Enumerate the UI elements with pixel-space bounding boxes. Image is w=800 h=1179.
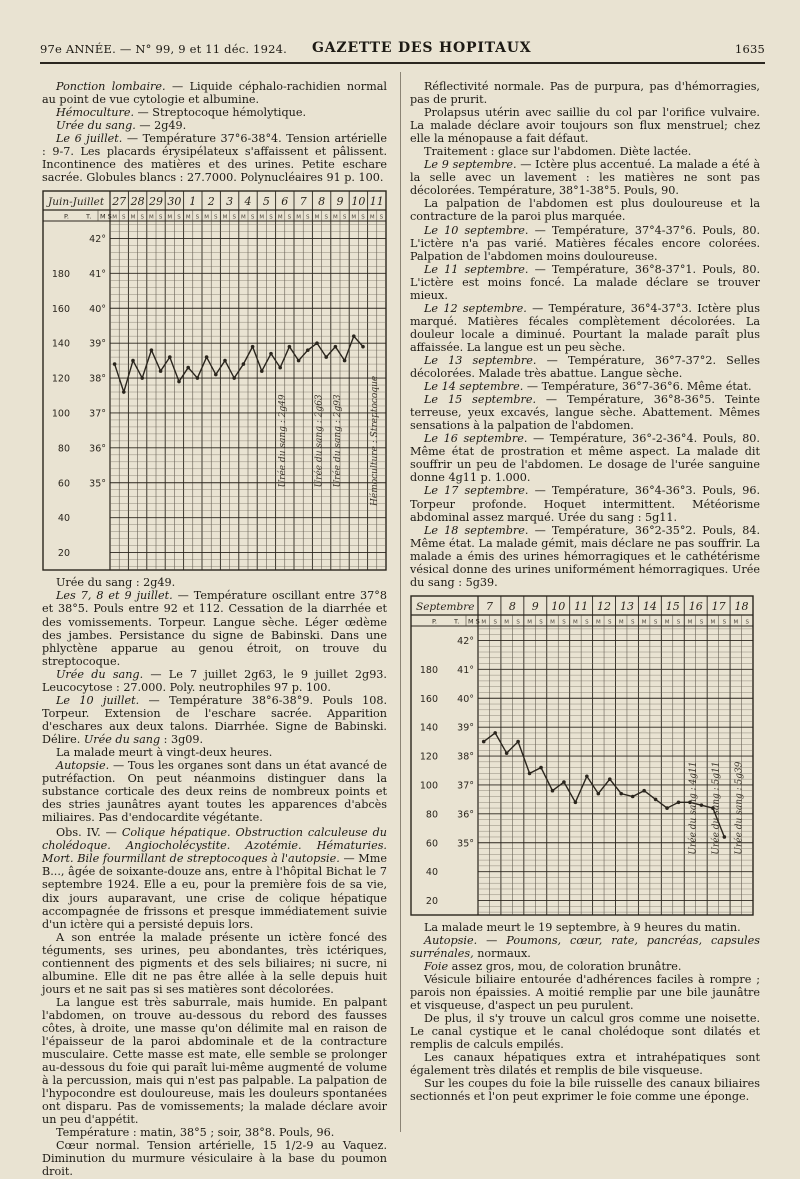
paragraph (42, 1139, 387, 1178)
temperature-point (608, 777, 612, 781)
chart-ms-tick: S (379, 214, 384, 221)
chart-pulse-label: 20 (57, 548, 70, 560)
paragraph (42, 589, 387, 667)
chart-ms-tick: S (630, 619, 635, 626)
paragraph (42, 746, 387, 759)
text-run: Réflectivité normale. Pas de purpura, pas d'hémorragies, pas de prurit. (410, 80, 760, 107)
text-run: Le 14 septembre. (424, 380, 524, 394)
chart-ms-tick: M (527, 619, 532, 626)
paragraph (410, 1012, 760, 1051)
right-column (410, 80, 760, 1103)
chart-subheader: M S (100, 212, 112, 221)
temperature-point (528, 771, 532, 775)
chart-day-label: 17 (711, 599, 726, 613)
temperature-point (597, 792, 601, 796)
text-run: La palpation de l'abdomen est plus douloureuse et la contracture de la paroi plus marquée. (410, 197, 760, 224)
chart-pulse-label: 160 (419, 693, 438, 705)
chart-day-label: 27 (112, 195, 127, 209)
chart-day-label: 14 (642, 599, 657, 613)
chart-ms-tick: S (140, 214, 144, 221)
temperature-point (297, 359, 301, 363)
temperature-point (223, 359, 227, 363)
temperature-point (315, 342, 319, 346)
column-divider (400, 72, 401, 1132)
temperature-point (723, 835, 727, 839)
text-run: Le 10 juillet. (56, 693, 140, 707)
text-run: Hémoculture. (56, 106, 134, 120)
chart-pulse-label: 160 (51, 304, 70, 316)
chart-ms-tick: M (112, 214, 117, 221)
chart-svg (42, 190, 388, 572)
chart-annotation: Urée du sang : 5g39 (734, 761, 745, 855)
text-run: Le 18 septembre. (424, 523, 529, 537)
chart-pulse-label: 80 (57, 443, 70, 455)
paragraph (42, 996, 387, 1126)
temperature-point (352, 335, 356, 339)
chart-temp-label: 35° (89, 478, 106, 490)
text-run: — Température, 36°-2-36°4. Pouls, 80. Même état de prostration et même aspect. La malade dit souffrir un peu de l'abdomen. Le dosage de l'urée sanguine donne 4g11 p. 1.000. (410, 432, 760, 485)
paragraph (410, 432, 760, 484)
text-run: Vésicule biliaire entourée d'adhérences faciles à rompre ; parois non épaissies. A moitié remplie par une bile jaunâtre et visqueuse, d'aspect un peu purulent. (410, 973, 760, 1013)
chart-ms-tick: S (493, 619, 497, 626)
chart-day-label: 12 (597, 599, 612, 613)
chart-ms-tick: S (250, 214, 255, 221)
chart-temp-label: 35° (457, 838, 474, 850)
temperature-point (493, 731, 497, 735)
temperature-point (251, 345, 255, 349)
temperature-point (140, 377, 144, 381)
paragraph (410, 973, 760, 1012)
chart-ms-tick: S (585, 619, 589, 626)
temperature-point (677, 800, 681, 804)
paragraph (42, 694, 387, 746)
chart-pulse-label: 40 (57, 513, 70, 525)
chart-pulse-label: 120 (419, 751, 438, 763)
chart-annotation: Urée du sang : 4g11 (688, 761, 699, 855)
chart-day-label: 16 (688, 599, 703, 613)
text-run: — Température 37°6-38°4. Tension artérielle : 9-7. Les placards érysipélateux s'affaissent et pâlissent. Incontinence des matières et des urines. Petite eschare sacrée. Globules blancs : 27.7000. Polynucléaires 91 p. 100. (42, 132, 387, 185)
temperature-point (306, 349, 310, 353)
paragraph (42, 576, 387, 589)
chart-day-label: 15 (665, 599, 680, 613)
temperature-point (361, 345, 365, 349)
text-run: — Mme B..., âgée de soixante-douze ans, entre à l'hôpital Bichat le 7 septembre 1924. Elle a eu, pour la première fois de sa vie, dix jours auparavant, une crise de colique hépatique accompagnée de frissons et presque immédiatement suivie d'un ictère qui a persisté depuis lors. (42, 852, 387, 931)
chart-ms-tick: S (214, 214, 218, 221)
chart-ms-tick: M (641, 619, 647, 626)
chart-day-label: 7 (299, 195, 307, 209)
temperature-point (159, 370, 163, 374)
text-run: Le 16 septembre. (424, 432, 528, 446)
chart-pulse-label: 140 (419, 722, 438, 734)
chart-ms-tick: M (333, 214, 338, 221)
chart-ms-tick: S (195, 214, 200, 221)
chart-ms-tick: S (745, 619, 750, 626)
text-run: Colique hépatique. Obstruction calculeuse du cholédoque. Angiocholécystite. Azotémie. Hématuries. Mort. Bile fourmillant de streptocoques à l'autopsie. (42, 826, 387, 866)
chart-day-label: 9 (336, 195, 344, 209)
text-run: La malade meurt à vingt-deux heures. (56, 745, 273, 759)
text-run: — Température, 36°2-35°2. Pouls, 84. Même état. La malade gémit, mais déclare ne pas souffrir. La malade a émis des urines hémorragiques et le cathétérisme vésical donne des urines uniformément hémorragiques. Urée du sang : 5g39. (410, 523, 760, 589)
paragraph (42, 80, 387, 106)
chart-ms-tick: M (550, 619, 555, 626)
temperature-point (505, 751, 509, 755)
chart-pulse-label: 100 (51, 408, 70, 420)
chart-day-label: 10 (351, 195, 366, 209)
text-run: De plus, il s'y trouve un calcul gros comme une noisette. Le canal cystique et le canal cholédoque sont dilatés et remplis de calculs empilés. (410, 1012, 760, 1052)
paragraph (410, 934, 760, 960)
text-run: Sur les coupes du foie la bile ruisselle des canaux biliaires sectionnés et l'on peut exprimer le foie comme une éponge. (410, 1077, 760, 1104)
text-run: Urée du sang. (56, 119, 136, 133)
chart-ms-tick: S (177, 214, 181, 221)
text-run: Foie (424, 959, 449, 973)
chart-day-label: 10 (551, 599, 566, 613)
chart-temp-label: 42° (89, 234, 106, 246)
text-run: — Ictère plus accentué. La malade a été à la selle avec un lavement : les matières ne sont pas décolorées. Température, 38°1-38°5. Pouls, 90. (410, 158, 760, 198)
chart-ms-tick: S (269, 214, 273, 221)
text-run: Le 17 septembre. (424, 484, 529, 498)
chart-ms-tick: M (296, 214, 301, 221)
chart-pulse-label: 20 (425, 895, 438, 907)
page-header (40, 36, 765, 64)
paragraph (410, 145, 760, 158)
text-run: Urée du sang : 2g49. (56, 576, 176, 590)
paragraph (410, 80, 760, 106)
text-run: Les canaux hépatiques extra et intrahépatiques sont également très dilatés et remplis de bile visqueuse. (410, 1051, 760, 1078)
chart-day-label: 6 (281, 195, 289, 209)
chart-temp-label: 41° (89, 269, 106, 281)
chart-pulse-label: 100 (419, 780, 438, 792)
temperature-point (516, 740, 520, 744)
chart-ms-tick: M (618, 619, 624, 626)
paragraph (410, 380, 760, 393)
text-run: Le 11 septembre. (424, 262, 529, 276)
paragraph (42, 826, 387, 930)
temperature-point (242, 363, 246, 367)
text-run: La malade meurt le 19 septembre, à 9 heures du matin. (424, 920, 741, 934)
paragraph (42, 759, 387, 824)
chart-ms-tick: M (277, 214, 283, 221)
temperature-point (334, 345, 338, 349)
chart-temp-label: 41° (457, 664, 474, 676)
chart-ms-tick: M (687, 619, 693, 626)
chart-ms-tick: M (733, 619, 739, 626)
text-run: Traitement : glace sur l'abdomen. Diète lactée. (424, 145, 692, 159)
chart-ms-tick: S (653, 619, 658, 626)
chart-annotation: Urée du sang : 2g63 (314, 394, 325, 488)
temperature-point (654, 797, 658, 801)
temperature-point (260, 370, 264, 374)
chart-day-label: 30 (167, 195, 182, 209)
chart-temp-label: 40° (457, 693, 474, 705)
chart-day-label: 1 (189, 195, 197, 209)
chart-month-label: Juin-Juillet (48, 196, 105, 209)
chart-ms-tick: S (539, 619, 543, 626)
chart-ms-tick: S (122, 214, 126, 221)
text-run: A son entrée la malade présente un ictère foncé des téguments, ses urines, peu abondantes, très ictériques, contiennent des pigments et des sels biliaires; ni sucre, ni albumine. Elle dit ne pas être allée à la selle depuis huit jours et ne sait pas si ses matières sont décolorées. (42, 930, 387, 996)
chart-ms-tick: M (595, 619, 601, 626)
text-run: — (477, 933, 507, 947)
temperature-point (700, 803, 704, 807)
text-run: — Tous les organes sont dans un état avancé de putréfaction. On peut néanmoins distinguer dans la substance corticale des deux reins de nombreux points et des stries jaunâtres ayant toutes les apparences d'abcès miliaires. Pas d'endocardite végétante. (42, 759, 387, 825)
left-column (42, 80, 387, 1179)
chart-ms-tick: S (361, 214, 365, 221)
paragraph (410, 1051, 760, 1077)
paragraph (42, 931, 387, 996)
text-run: — Température, 36°4-37°3. Ictère plus marqué. Matières fécales complètement décolorées. La douleur locale a diminué. Pourtant la malade paraît plus affaissée. La langue est un peu sèche. (410, 301, 760, 354)
chart-ms-tick: M (504, 619, 510, 626)
chart-subheader: T. (454, 617, 460, 626)
chart-day-label: 4 (244, 195, 252, 209)
text-run: Le 10 septembre. (424, 223, 529, 237)
chart-temp-label: 38° (457, 751, 474, 763)
temperature-point (585, 774, 589, 778)
chart-subheader: P. (64, 212, 69, 221)
text-run: Poumons, cœur, rate, pancréas, capsules surrénales, (410, 933, 760, 960)
chart-day-label: 9 (531, 599, 539, 613)
chart-day-label: 11 (369, 195, 384, 209)
chart-ms-tick: S (306, 214, 310, 221)
chart-pulse-label: 40 (425, 866, 438, 878)
chart-day-label: 18 (734, 599, 749, 613)
chart-ms-tick: S (608, 619, 612, 626)
chart-svg (410, 595, 755, 917)
text-run: Autopsie. (424, 933, 478, 947)
temperature-point (177, 380, 181, 384)
chart-ms-tick: M (710, 619, 716, 626)
text-run: — Streptocoque hémolytique. (134, 106, 307, 120)
text-run: — Température, 36°7-37°2. Selles décolorées. Malade très abattue. Langue sèche. (410, 353, 760, 381)
paragraph (42, 1126, 387, 1139)
chart-day-label: 7 (485, 599, 493, 613)
temperature-point (631, 795, 635, 799)
text-run: Prolapsus utérin avec saillie du col par l'orifice vulvaire. La malade déclare avoir toujours son flux menstruel; chez elle la ménopause a fait défaut. (410, 106, 760, 146)
text-run: — Température, 37°4-37°6. Pouls, 80. L'ictère n'a pas varié. Matières fécales encore colorées. Palpation de l'abdomen moins douloureuse. (410, 223, 760, 263)
temperature-chart-september (410, 595, 760, 917)
text-run: — Température, 36°4-36°3. Pouls, 96. Torpeur profonde. Hoquet intermittent. Météorisme abdominal assez marqué. Urée du sang : 5g11. (410, 484, 760, 524)
header-journal-title: GAZETTE DES HOPITAUX (312, 40, 532, 56)
chart-ms-tick: S (324, 214, 328, 221)
temperature-chart-july (42, 190, 387, 572)
chart-ms-tick: S (516, 619, 520, 626)
chart-temp-label: 36° (457, 809, 474, 821)
chart-day-label: 5 (262, 195, 270, 209)
chart-day-label: 2 (207, 195, 215, 209)
temperature-point (168, 356, 172, 360)
temperature-point (551, 789, 555, 793)
chart-pulse-label: 180 (419, 664, 438, 676)
chart-ms-tick: M (204, 214, 209, 221)
temperature-point (642, 789, 646, 793)
chart-ms-tick: M (314, 214, 320, 221)
chart-ms-tick: S (287, 214, 292, 221)
chart-day-label: 11 (574, 599, 589, 613)
temperature-point (278, 366, 282, 370)
paragraph (410, 484, 760, 523)
paragraph (42, 119, 387, 132)
chart-ms-tick: M (369, 214, 375, 221)
chart-ms-tick: M (167, 214, 173, 221)
chart-ms-tick: M (241, 214, 246, 221)
chart-ms-tick: M (222, 214, 228, 221)
temperature-point (482, 740, 486, 744)
temperature-point (113, 363, 117, 367)
chart-day-label: 8 (508, 599, 516, 613)
text-run: Température : matin, 38°5 ; soir, 38°8. Pouls, 96. (56, 1126, 335, 1140)
chart-ms-tick: M (664, 619, 670, 626)
chart-temp-label: 38° (89, 373, 106, 385)
chart-pulse-label: 180 (51, 269, 70, 281)
chart-day-label: 3 (226, 195, 234, 209)
text-run: — Température, 36°8-37°1. Pouls, 80. L'ictère est moins foncé. La malade déclare se trouver mieux. (410, 262, 760, 302)
temperature-point (196, 377, 200, 381)
temperature-point (122, 391, 126, 395)
chart-ms-tick: M (185, 214, 191, 221)
chart-ms-tick: M (573, 619, 578, 626)
paragraph (410, 960, 760, 973)
text-run: — Température, 36°7-36°6. Même état. (523, 380, 752, 394)
paragraph (410, 302, 760, 354)
text-run: assez gros, mou, de coloration brunâtre. (448, 959, 682, 973)
temperature-point (343, 359, 347, 363)
chart-ms-tick: M (130, 214, 136, 221)
paragraph (410, 158, 760, 197)
chart-annotation: Urée du sang : 5g11 (711, 761, 722, 855)
temperature-point (205, 356, 209, 360)
chart-ms-tick: S (158, 214, 163, 221)
chart-annotation: Urée du sang : 2g49 (277, 394, 288, 488)
chart-pulse-label: 60 (57, 478, 70, 490)
chart-temp-label: 42° (457, 635, 474, 647)
chart-day-label: 8 (318, 195, 326, 209)
text-run: Obs. IV. — (56, 826, 122, 840)
chart-pulse-label: 140 (51, 339, 70, 351)
text-run: Cœur normal. Tension artérielle, 15 1/2-9 au Vaquez. Diminution du murmure vésiculaire à la base du poumon droit. (42, 1139, 387, 1179)
temperature-point (214, 373, 218, 377)
chart-ms-tick: S (232, 214, 236, 221)
paragraph (410, 1077, 760, 1103)
paragraph (410, 263, 760, 302)
temperature-point (269, 352, 273, 356)
chart-ms-tick: S (699, 619, 704, 626)
paragraph (410, 354, 760, 380)
text-run: : 3g09. (160, 732, 204, 746)
chart-ms-tick: M (259, 214, 265, 221)
text-run: — 2g49. (135, 119, 187, 133)
header-page-number: 1635 (734, 42, 765, 56)
paragraph (42, 106, 387, 119)
chart-temp-label: 37° (89, 408, 106, 420)
chart-ms-tick: S (562, 619, 566, 626)
text-run: Le 9 septembre. (424, 158, 517, 172)
chart-temp-label: 39° (89, 339, 106, 351)
chart-annotation: Urée du sang : 2g93 (333, 394, 343, 488)
chart-day-label: 28 (130, 195, 145, 209)
chart-temp-label: 36° (89, 443, 106, 455)
paragraph (410, 393, 760, 432)
text-run: Le 12 septembre. (424, 301, 527, 315)
chart-ms-tick: S (342, 214, 347, 221)
text-run: Les 7, 8 et 9 juillet. (56, 589, 173, 603)
temperature-point (288, 345, 292, 349)
chart-annotation: Hémoculture : Streptocoque (369, 376, 380, 507)
text-run: Urée du sang. (56, 667, 144, 681)
chart-ms-tick: S (676, 619, 681, 626)
paragraph (410, 197, 760, 223)
chart-ms-tick: M (481, 619, 487, 626)
chart-temp-label: 39° (457, 722, 474, 734)
text-run: — Température oscillant entre 37°8 et 38°5. Pouls entre 92 et 112. Cessation de la diarrhée et des vomissements. Torpeur. Langue sèche. Léger œdème des jambes. Persistance du signe de Babinski. Dans une phlyctène apparue au genou étroit, on trouve du streptocoque. (42, 589, 387, 668)
paragraph (410, 224, 760, 263)
chart-temp-label: 40° (89, 304, 106, 316)
paragraph (410, 921, 760, 934)
header-issue: 97e ANNÉE. — N° 99, 9 et 11 déc. 1924. (40, 42, 287, 56)
text-run: Ponction lombaire. (56, 80, 166, 93)
text-run: Autopsie. (56, 759, 110, 773)
text-run: Urée du sang (83, 732, 161, 746)
text-run: Le 13 septembre. (424, 353, 537, 367)
chart-subheader: T. (86, 212, 92, 221)
temperature-point (324, 356, 328, 360)
temperature-point (574, 800, 578, 804)
temperature-point (150, 349, 154, 353)
chart-pulse-label: 80 (425, 809, 438, 821)
chart-pulse-label: 120 (51, 373, 70, 385)
temperature-point (665, 806, 669, 810)
paragraph (410, 524, 760, 589)
text-run: — Température, 36°8-36°5. Teinte terreuse, yeux excavés, langue sèche. Abattement. Mêmes sensations à la palpation de l'abdomen. (410, 393, 760, 433)
chart-ms-tick: S (722, 619, 727, 626)
chart-subheader: P. (432, 617, 437, 626)
paragraph (42, 132, 387, 184)
temperature-point (619, 792, 623, 796)
temperature-point (232, 377, 236, 381)
temperature-point (131, 359, 135, 363)
text-run: — Température 38°6-38°9. Pouls 108. Torpeur. Extension de l'eschare sacrée. Apparition d'eschares aux deux talons. Diarrhée. Signe de Babinski. Délire. (42, 693, 388, 746)
temperature-point (562, 780, 566, 784)
text-run: — Liquide céphalo-rachidien normal au point de vue cytologie et albumine. (42, 80, 387, 107)
chart-temp-label: 37° (457, 780, 474, 792)
paragraph (410, 106, 760, 145)
text-run: Le 15 septembre. (424, 393, 537, 407)
text-run: Le 6 juillet. (56, 132, 123, 146)
temperature-point (186, 366, 190, 370)
text-run: — Le 7 juillet 2g63, le 9 juillet 2g93. Leucocytose : 27.000. Poly. neutrophiles 97 p. 100. (42, 667, 387, 694)
chart-pulse-label: 60 (425, 838, 438, 850)
paragraph (42, 668, 387, 694)
text-run: normaux. (473, 946, 531, 960)
chart-day-label: 29 (149, 195, 163, 209)
chart-month-label: Septembre (416, 600, 475, 613)
chart-subheader: M S (468, 617, 480, 626)
chart-day-label: 13 (619, 599, 634, 613)
chart-ms-tick: M (149, 214, 154, 221)
text-run: La langue est très saburrale, mais humide. En palpant l'abdomen, on trouve au-dessous du rebord des fausses côtes, à droite, une masse qu'on délimite mal en raison de l'épaisseur de la paroi abdominale et de la contracture musculaire. Cette masse est mate, elle semble se prolonger au-dessous du foie qui paraît lui-même augmenté de volume à la percussion, mais qui n'est pas palpable. La palpation de l'hypocondre est douloureuse, mais les douleurs spontanées ont disparu. Pas de vomissements; la malade déclare avoir un peu d'appétit. (42, 995, 387, 1127)
temperature-point (539, 766, 543, 770)
chart-ms-tick: M (351, 214, 357, 221)
